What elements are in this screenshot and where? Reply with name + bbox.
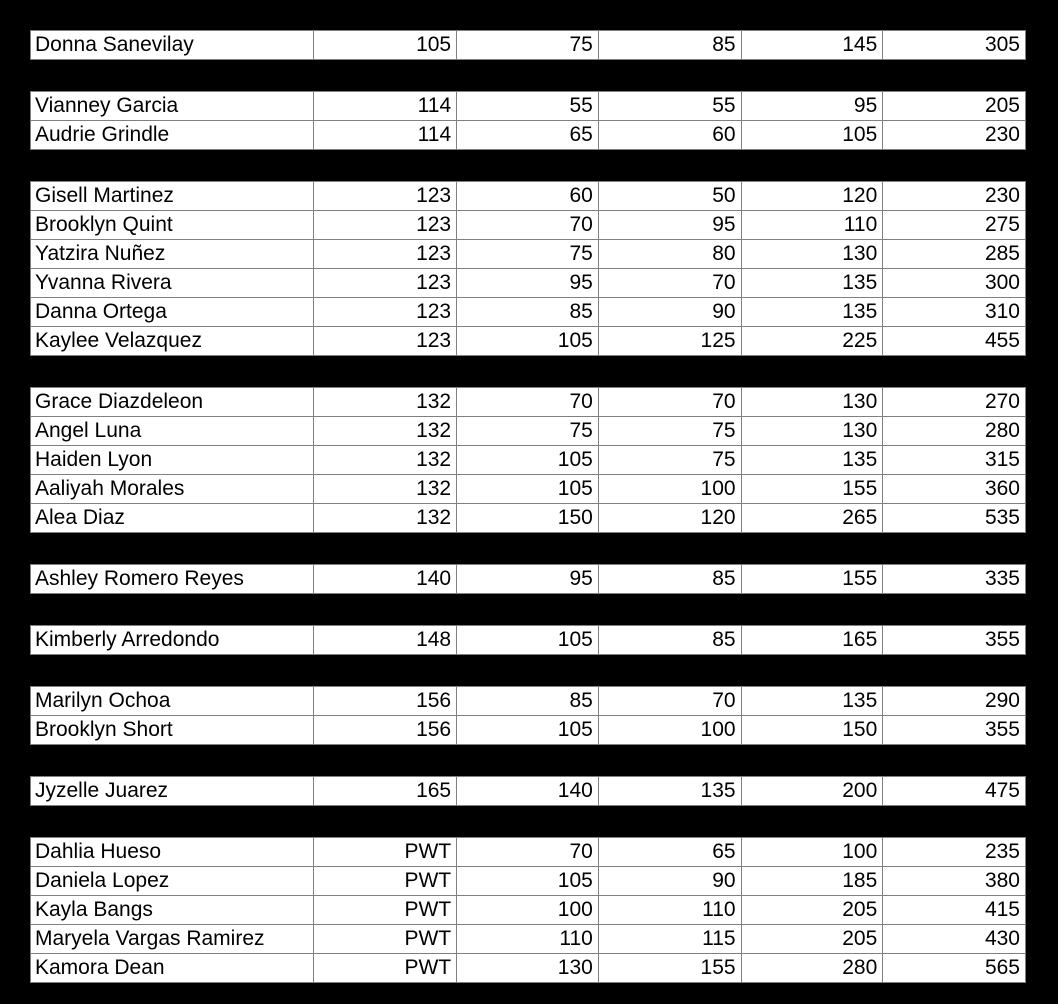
cell-squat: 105 [741, 121, 883, 149]
cell-squat: 265 [741, 504, 883, 532]
cell-bench: 70 [598, 687, 741, 715]
cell-squat: 205 [741, 896, 883, 924]
cell-squat: 205 [741, 925, 883, 953]
cell-weight-class: 132 [313, 417, 456, 445]
cell-weight-class: PWT [313, 954, 456, 982]
cell-bench: 90 [598, 867, 741, 895]
cell-weight-class: 132 [313, 388, 456, 416]
cell-clean: 75 [456, 240, 598, 268]
cell-name: Marilyn Ochoa [35, 689, 171, 712]
cell-weight-class: 123 [313, 182, 456, 210]
cell-squat: 185 [741, 867, 883, 895]
cell-weight-class: PWT [313, 896, 456, 924]
cell-bench: 50 [598, 182, 741, 210]
table-row [31, 715, 1025, 744]
cell-squat: 110 [741, 211, 883, 239]
cell-clean: 70 [456, 838, 598, 866]
cell-bench: 110 [598, 896, 741, 924]
weight-class-group [30, 91, 1026, 150]
cell-total: 230 [882, 121, 1025, 149]
cell-weight-class: 132 [313, 504, 456, 532]
group-spacer [30, 356, 1026, 387]
cell-total: 565 [882, 954, 1025, 982]
cell-squat: 165 [741, 626, 883, 654]
cell-weight-class: 123 [313, 327, 456, 355]
cell-weight-class: 123 [313, 298, 456, 326]
table-row [31, 210, 1025, 239]
cell-name: Kamora Dean [35, 956, 165, 979]
cell-total: 430 [882, 925, 1025, 953]
cell-bench: 85 [598, 31, 741, 59]
cell-name: Angel Luna [35, 419, 142, 442]
cell-name: Yatzira Nuñez [35, 242, 166, 265]
weight-class-group [30, 30, 1026, 60]
cell-bench: 125 [598, 327, 741, 355]
cell-squat: 130 [741, 240, 883, 268]
cell-name: Daniela Lopez [35, 869, 170, 892]
cell-total: 230 [882, 182, 1025, 210]
cell-clean: 65 [456, 121, 598, 149]
cell-clean: 105 [456, 626, 598, 654]
cell-bench: 75 [598, 417, 741, 445]
cell-clean: 95 [456, 565, 598, 593]
table-row [31, 182, 1025, 210]
cell-total: 275 [882, 211, 1025, 239]
results-table [30, 0, 1026, 983]
cell-bench: 100 [598, 716, 741, 744]
cell-name: Kimberly Arredondo [35, 628, 220, 651]
cell-clean: 105 [456, 716, 598, 744]
cell-squat: 155 [741, 565, 883, 593]
cell-clean: 105 [456, 867, 598, 895]
table-row [31, 503, 1025, 532]
cell-total: 290 [882, 687, 1025, 715]
table-row [31, 565, 1025, 593]
header-row [30, 0, 1026, 30]
cell-name: Dahlia Hueso [35, 840, 162, 863]
cell-name: Aaliyah Morales [35, 477, 185, 500]
cell-total: 475 [882, 777, 1025, 805]
cell-total: 300 [882, 269, 1025, 297]
cell-clean: 95 [456, 269, 598, 297]
cell-clean: 70 [456, 211, 598, 239]
cell-weight-class: 165 [313, 777, 456, 805]
cell-total: 235 [882, 838, 1025, 866]
cell-clean: 75 [456, 31, 598, 59]
cell-squat: 135 [741, 687, 883, 715]
weight-class-group [30, 387, 1026, 533]
table-row [31, 120, 1025, 149]
cell-squat: 135 [741, 269, 883, 297]
cell-bench: 115 [598, 925, 741, 953]
cell-total: 380 [882, 867, 1025, 895]
cell-name: Brooklyn Short [35, 718, 173, 741]
cell-weight-class: 123 [313, 269, 456, 297]
group-spacer [30, 533, 1026, 564]
cell-clean: 105 [456, 475, 598, 503]
cell-bench: 60 [598, 121, 741, 149]
table-row [31, 445, 1025, 474]
cell-squat: 200 [741, 777, 883, 805]
cell-squat: 145 [741, 31, 883, 59]
cell-clean: 85 [456, 687, 598, 715]
cell-weight-class: PWT [313, 867, 456, 895]
cell-clean: 75 [456, 417, 598, 445]
cell-total: 305 [882, 31, 1025, 59]
cell-bench: 120 [598, 504, 741, 532]
cell-total: 315 [882, 446, 1025, 474]
cell-name: Ashley Romero Reyes [35, 567, 244, 590]
header-squat: Squat [823, 2, 878, 25]
cell-bench: 65 [598, 838, 741, 866]
cell-squat: 155 [741, 475, 883, 503]
cell-weight-class: 114 [313, 92, 456, 120]
table-row [31, 297, 1025, 326]
cell-total: 285 [882, 240, 1025, 268]
weight-class-group [30, 181, 1026, 356]
cell-bench: 70 [598, 269, 741, 297]
cell-weight-class: 132 [313, 475, 456, 503]
cell-total: 310 [882, 298, 1025, 326]
cell-clean: 150 [456, 504, 598, 532]
cell-bench: 90 [598, 298, 741, 326]
table-row [31, 388, 1025, 416]
cell-bench: 95 [598, 211, 741, 239]
cell-bench: 70 [598, 388, 741, 416]
cell-name: Brooklyn Quint [35, 213, 173, 236]
cell-name: Gisell Martinez [35, 184, 174, 207]
cell-weight-class: 123 [313, 211, 456, 239]
cell-name: Donna Sanevilay [35, 33, 194, 56]
cell-weight-class: 132 [313, 446, 456, 474]
weight-class-group [30, 625, 1026, 655]
group-spacer [30, 60, 1026, 91]
cell-total: 355 [882, 626, 1025, 654]
cell-name: Audrie Grindle [35, 123, 170, 146]
cell-name: Yvanna Rivera [35, 271, 172, 294]
table-row [31, 838, 1025, 866]
cell-squat: 120 [741, 182, 883, 210]
cell-clean: 105 [456, 446, 598, 474]
table-row [31, 268, 1025, 297]
group-spacer [30, 150, 1026, 181]
cell-total: 455 [882, 327, 1025, 355]
cell-squat: 280 [741, 954, 883, 982]
table-row [31, 416, 1025, 445]
table-row [31, 924, 1025, 953]
cell-clean: 100 [456, 896, 598, 924]
cell-total: 270 [882, 388, 1025, 416]
cell-name: Jyzelle Juarez [35, 779, 169, 802]
cell-total: 280 [882, 417, 1025, 445]
table-row [31, 326, 1025, 355]
cell-weight-class: 156 [313, 716, 456, 744]
cell-name: Grace Diazdeleon [35, 390, 204, 413]
header-name: Name [34, 2, 91, 25]
cell-squat: 135 [741, 298, 883, 326]
header-total: Total [976, 2, 1021, 25]
cell-clean: 60 [456, 182, 598, 210]
header-bench: Bench [676, 2, 736, 25]
cell-bench: 55 [598, 92, 741, 120]
group-spacer [30, 655, 1026, 686]
cell-weight-class: 114 [313, 121, 456, 149]
weight-class-groups [30, 30, 1026, 983]
cell-name: Haiden Lyon [35, 448, 153, 471]
cell-weight-class: 156 [313, 687, 456, 715]
weight-class-group [30, 564, 1026, 594]
cell-clean: 110 [456, 925, 598, 953]
header-weight-class: Weight Class [327, 2, 451, 25]
cell-bench: 75 [598, 446, 741, 474]
table-row [31, 626, 1025, 654]
cell-squat: 130 [741, 388, 883, 416]
cell-squat: 225 [741, 327, 883, 355]
cell-squat: 135 [741, 446, 883, 474]
group-spacer [30, 806, 1026, 837]
cell-clean: 105 [456, 327, 598, 355]
cell-weight-class: PWT [313, 838, 456, 866]
table-row [31, 92, 1025, 120]
cell-bench: 155 [598, 954, 741, 982]
cell-clean: 85 [456, 298, 598, 326]
cell-weight-class: 148 [313, 626, 456, 654]
table-row [31, 953, 1025, 982]
cell-clean: 55 [456, 92, 598, 120]
cell-clean: 70 [456, 388, 598, 416]
cell-total: 355 [882, 716, 1025, 744]
cell-weight-class: 140 [313, 565, 456, 593]
cell-total: 335 [882, 565, 1025, 593]
cell-name: Vianney Garcia [35, 94, 179, 117]
cell-total: 535 [882, 504, 1025, 532]
cell-name: Kayla Bangs [35, 898, 153, 921]
cell-name: Danna Ortega [35, 300, 167, 323]
cell-bench: 135 [598, 777, 741, 805]
table-row [31, 31, 1025, 59]
cell-squat: 95 [741, 92, 883, 120]
table-row [31, 687, 1025, 715]
weight-class-group [30, 837, 1026, 983]
table-row [31, 777, 1025, 805]
cell-weight-class: 105 [313, 31, 456, 59]
cell-name: Kaylee Velazquez [35, 329, 202, 352]
cell-bench: 85 [598, 626, 741, 654]
weight-class-group [30, 776, 1026, 806]
cell-weight-class: 123 [313, 240, 456, 268]
cell-bench: 80 [598, 240, 741, 268]
header-clean: Clean [538, 2, 593, 25]
cell-bench: 100 [598, 475, 741, 503]
table-row [31, 866, 1025, 895]
table-row [31, 239, 1025, 268]
table-row [31, 474, 1025, 503]
cell-squat: 130 [741, 417, 883, 445]
cell-squat: 150 [741, 716, 883, 744]
group-spacer [30, 594, 1026, 625]
cell-total: 360 [882, 475, 1025, 503]
cell-name: Maryela Vargas Ramirez [35, 927, 265, 950]
cell-name: Alea Diaz [35, 506, 125, 529]
table-row [31, 895, 1025, 924]
cell-weight-class: PWT [313, 925, 456, 953]
cell-squat: 100 [741, 838, 883, 866]
cell-total: 205 [882, 92, 1025, 120]
cell-clean: 140 [456, 777, 598, 805]
cell-bench: 85 [598, 565, 741, 593]
cell-clean: 130 [456, 954, 598, 982]
cell-total: 415 [882, 896, 1025, 924]
group-spacer [30, 745, 1026, 776]
weight-class-group [30, 686, 1026, 745]
